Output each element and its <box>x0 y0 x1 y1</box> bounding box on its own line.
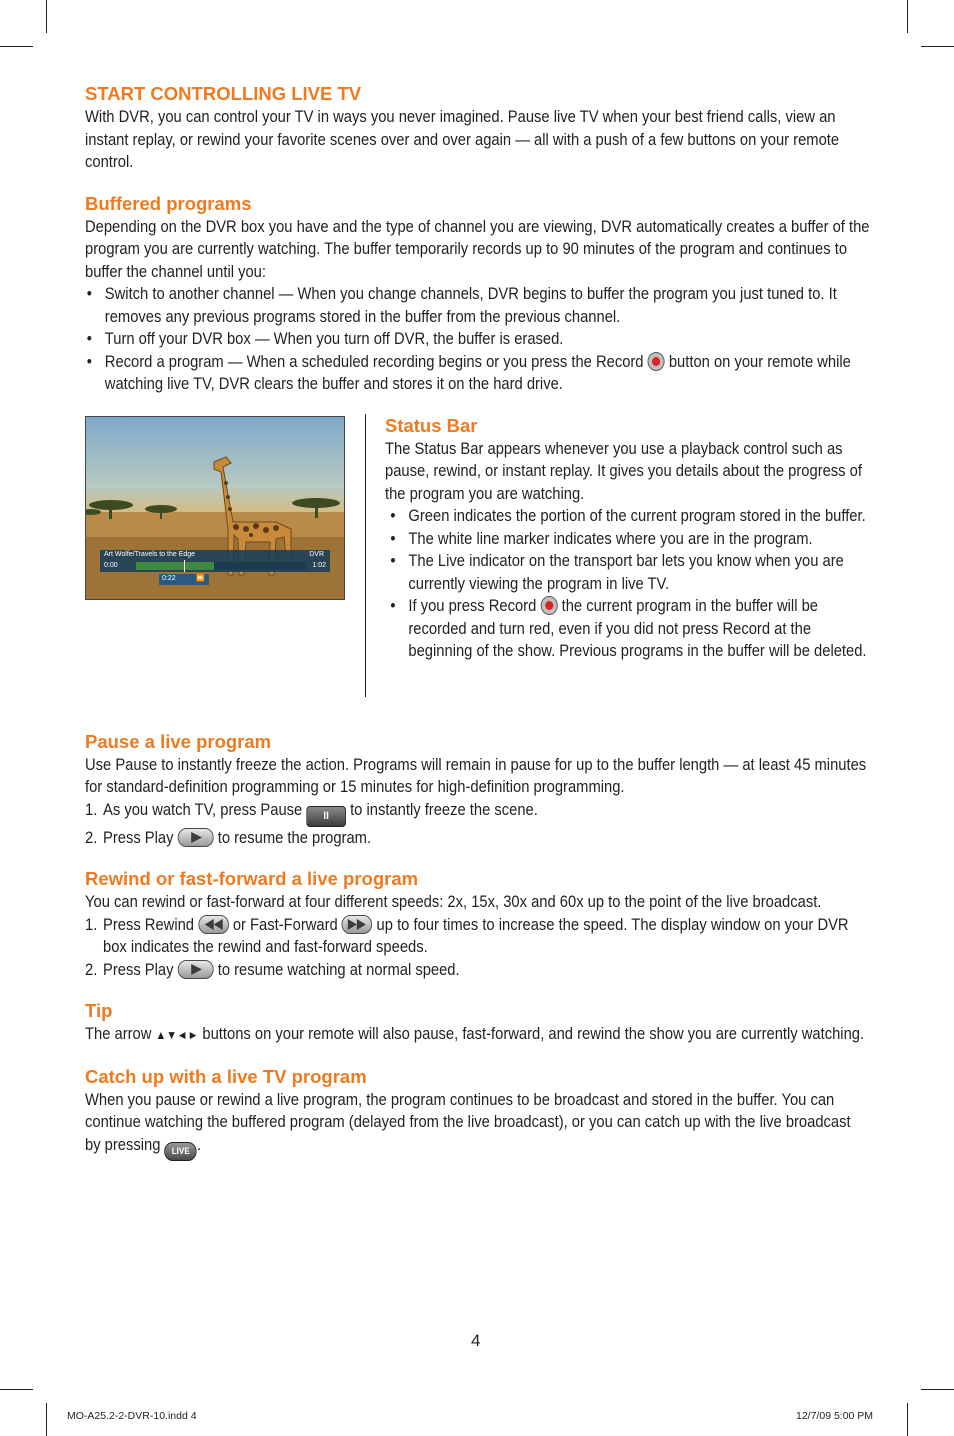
section-title: Rewind or fast-forward a live program <box>85 868 419 889</box>
play-button-icon <box>178 828 214 847</box>
crop-mark <box>907 1403 908 1436</box>
section-body: The Status Bar appears whenever you use a playback control such as pause, rewind, or instant replay. It gives you details about the progress of the program you are watching. <box>385 439 862 503</box>
section-tip <box>85 999 870 1047</box>
section-rewind <box>85 867 870 981</box>
list-item: 2. Press Play to resume watching at normal speed. <box>85 960 460 979</box>
list-item: • If you press Record the current program in the buffer will be recorded and turn red, even if you did not press Record at the beginning of the show. Previous programs in the buffer will be deleted. <box>390 597 867 660</box>
time-end: 1:02 <box>312 561 326 569</box>
list-item: • Switch to another channel — When you change channels, DVR begins to buffer the program you just tuned to. It removes any previous programs stored in the buffer from the previous channel. <box>86 285 837 326</box>
list-item: 1. As you watch TV, press Pause II to instantly freeze the scene. <box>85 799 870 827</box>
crop-mark <box>0 1389 33 1390</box>
step-list <box>85 914 870 982</box>
crop-mark <box>46 0 47 33</box>
list-item: • Green indicates the portion of the current program stored in the buffer. <box>390 507 866 525</box>
page-content <box>85 82 870 1179</box>
crop-mark <box>921 46 954 47</box>
pause-button-icon: II <box>306 806 346 827</box>
step-list <box>85 799 870 850</box>
bullet-list <box>85 283 870 396</box>
section-title: Pause a live program <box>85 730 272 752</box>
fast-forward-icon: ⏩ <box>196 574 205 582</box>
crop-mark <box>921 1389 954 1390</box>
play-button-icon <box>178 960 214 979</box>
footer-file: MO-A25.2-2-DVR-10.indd 4 <box>67 1410 197 1422</box>
section-title: START CONTROLLING LIVE TV <box>85 83 362 104</box>
dvr-badge: DVR <box>309 550 324 558</box>
bullet-list <box>385 505 876 663</box>
section-body: The arrow ▲▼◄► buttons on your remote will also pause, fast-forward, and rewind the show you are currently watching. <box>85 1025 865 1043</box>
section-catchup <box>85 1065 870 1161</box>
arrow-keys-icon: ▲▼◄► <box>155 1028 199 1042</box>
crop-mark <box>46 1403 47 1436</box>
list-item: • Turn off your DVR box — When you turn off DVR, the buffer is erased. <box>86 330 564 348</box>
record-button-icon <box>540 596 557 615</box>
progress-track <box>136 562 306 570</box>
page-number: 4 <box>471 1331 481 1350</box>
record-button-icon <box>648 352 665 371</box>
status-bar-text <box>385 414 876 663</box>
section-buffered <box>85 192 870 396</box>
section-body: Depending on the DVR box you have and the type of channel you are viewing, DVR automatically creates a buffer of the program you are currently watching. The buffer temporarily records up to 90 minutes of the program and continues to buffer the channel until you: <box>85 217 870 281</box>
section-start <box>85 82 870 174</box>
program-title: Art Wolfe/Travels to the Edge <box>104 550 196 558</box>
giraffe-screenshot <box>85 416 345 600</box>
list-item: 2. Press Play to resume the program. <box>85 828 372 847</box>
list-item: 1. Press Rewind or Fast-Forward up to four times to increase the speed. The display window on your DVR box indicates the rewind and fast-forward speeds. <box>85 915 849 956</box>
time-start: 0:00 <box>104 561 118 569</box>
live-button-icon: LIVE <box>165 1142 197 1161</box>
status-bar-overlay <box>100 550 330 572</box>
section-body: When you pause or rewind a live program, the program continues to be broadcast and stored in the buffer. You can continue watching the buffered program (delayed from the live broadcast), or you can catch up with the live broadcast by pressing LIVE . <box>85 1089 870 1161</box>
list-item: • Record a program — When a scheduled recording begins or you press the Record button on your remote while watching live TV, DVR clears the buffer and stores it on the hard drive. <box>86 352 851 393</box>
section-title: Catch up with a live TV program <box>85 1065 367 1087</box>
section-title: Buffered programs <box>85 192 252 214</box>
fast-forward-button-icon <box>342 915 373 934</box>
list-item: • The Live indicator on the transport bar lets you know when you are currently viewing the program in live TV. <box>390 552 844 593</box>
section-title: Tip <box>85 1000 113 1021</box>
section-title: Status Bar <box>385 414 478 436</box>
list-item: • The white line marker indicates where you are in the program. <box>390 529 813 548</box>
section-body: You can rewind or fast-forward at four different speeds: 2x, 15x, 30x and 60x up to the point of the live broadcast. <box>85 893 822 911</box>
status-bar-section <box>85 414 870 714</box>
crop-mark <box>907 0 908 33</box>
position-marker <box>184 560 185 572</box>
section-body: With DVR, you can control your TV in ways you never imagined. Pause live TV when your best friend calls, view an instant replay, or rewind your favorite scenes over and over again — all with a push of a few buttons on your remote control. <box>85 108 840 171</box>
column-divider <box>365 414 366 697</box>
time-current: 0:22 <box>162 574 176 582</box>
time-popup <box>159 574 209 585</box>
section-pause <box>85 730 870 850</box>
footer-date: 12/7/09 5:00 PM <box>796 1410 874 1422</box>
buffer-fill <box>136 562 214 570</box>
rewind-button-icon <box>198 915 229 934</box>
crop-mark <box>0 46 33 47</box>
section-body: Use Pause to instantly freeze the action. Programs will remain in pause for up to the buffer length — at least 45 minutes for standard-definition programming or 15 minutes for high-definition programming. <box>85 755 867 796</box>
